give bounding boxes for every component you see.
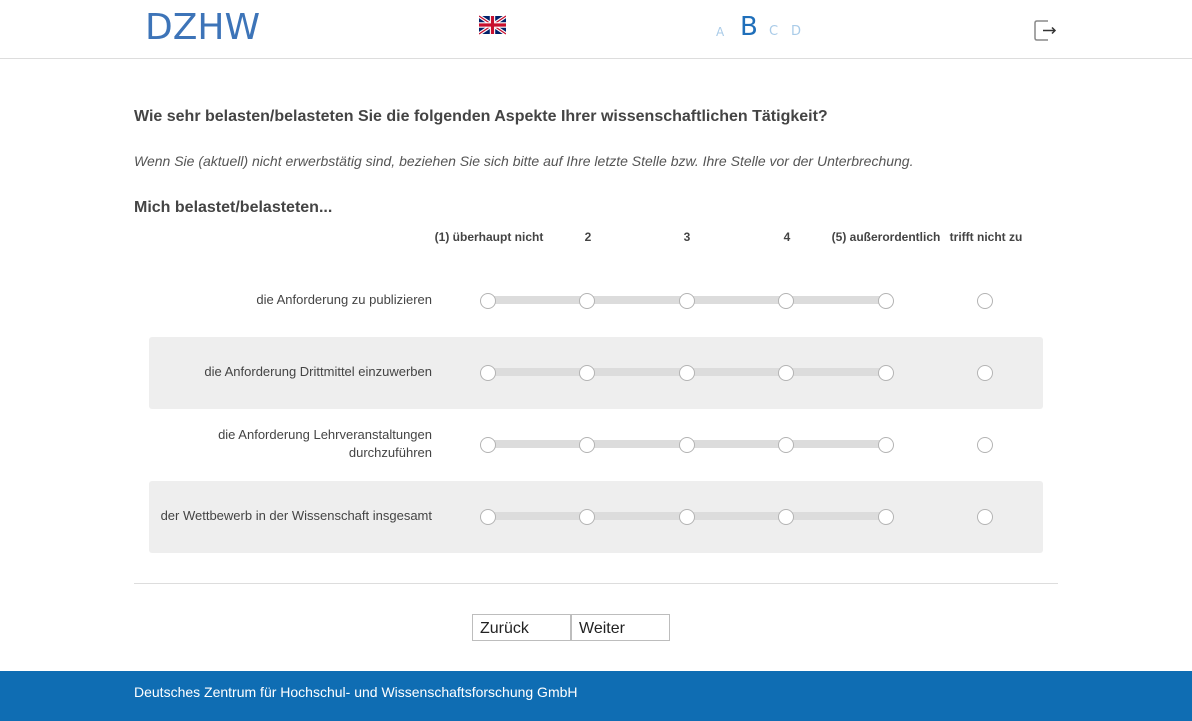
back-button[interactable]: Zurück <box>472 614 571 641</box>
dzhw-logo: DZHW <box>145 7 261 48</box>
next-button[interactable]: Weiter <box>571 614 670 641</box>
radio-item1-option2[interactable] <box>579 293 595 309</box>
footer <box>0 671 1192 721</box>
matrix-subheading: Mich belastet/belasteten... <box>134 199 333 216</box>
column-header-1: (1) überhaupt nicht <box>434 230 544 244</box>
font-size-d[interactable]: D <box>791 24 802 39</box>
radio-item1-option5[interactable] <box>878 293 894 309</box>
radio-item2-not-applicable[interactable] <box>977 365 993 381</box>
font-size-c[interactable]: C <box>769 24 779 39</box>
divider <box>134 583 1058 584</box>
radio-item3-not-applicable[interactable] <box>977 437 993 453</box>
radio-item4-not-applicable[interactable] <box>977 509 993 525</box>
radio-item1-not-applicable[interactable] <box>977 293 993 309</box>
radio-item3-option5[interactable] <box>878 437 894 453</box>
radio-item3-option4[interactable] <box>778 437 794 453</box>
radio-item2-option5[interactable] <box>878 365 894 381</box>
item-label: die Anforderung Lehrveranstaltungen durchzuführen <box>218 427 432 460</box>
radio-item4-option1[interactable] <box>480 509 496 525</box>
radio-item3-option3[interactable] <box>679 437 695 453</box>
radio-item2-option2[interactable] <box>579 365 595 381</box>
uk-flag-icon[interactable] <box>479 15 506 35</box>
column-header-5: (5) außerordentlich <box>831 230 941 244</box>
radio-item4-option5[interactable] <box>878 509 894 525</box>
radio-item1-option3[interactable] <box>679 293 695 309</box>
footer-text: Deutsches Zentrum für Hochschul- und Wissenschaftsforschung GmbH <box>134 684 578 700</box>
font-size-b[interactable]: B <box>740 12 758 42</box>
radio-item2-option3[interactable] <box>679 365 695 381</box>
question-title: Wie sehr belasten/belasteten Sie die folgenden Aspekte Ihrer wissenschaftlichen Tätigkeit? <box>134 108 828 125</box>
item-label: der Wettbewerb in der Wissenschaft insgesamt <box>160 508 432 523</box>
logout-icon[interactable] <box>1034 20 1057 41</box>
font-size-a[interactable]: A <box>716 25 725 39</box>
radio-item1-option4[interactable] <box>778 293 794 309</box>
radio-item3-option1[interactable] <box>480 437 496 453</box>
radio-item4-option3[interactable] <box>679 509 695 525</box>
item-label: die Anforderung Drittmittel einzuwerben <box>204 364 432 379</box>
column-header-3: 3 <box>683 230 691 244</box>
radio-item4-option2[interactable] <box>579 509 595 525</box>
radio-item1-option1[interactable] <box>480 293 496 309</box>
column-header-2: 2 <box>584 230 592 244</box>
radio-item2-option4[interactable] <box>778 365 794 381</box>
radio-item4-option4[interactable] <box>778 509 794 525</box>
radio-item3-option2[interactable] <box>579 437 595 453</box>
column-header-not-applicable: trifft nicht zu <box>949 230 1023 244</box>
column-header-4: 4 <box>783 230 791 244</box>
radio-item2-option1[interactable] <box>480 365 496 381</box>
item-label: die Anforderung zu publizieren <box>256 292 432 307</box>
header <box>0 0 1192 59</box>
question-instruction: Wenn Sie (aktuell) nicht erwerbstätig sind, beziehen Sie sich bitte auf Ihre letzte Stelle bzw. Ihre Stelle vor der Unterbrechung. <box>134 153 914 169</box>
